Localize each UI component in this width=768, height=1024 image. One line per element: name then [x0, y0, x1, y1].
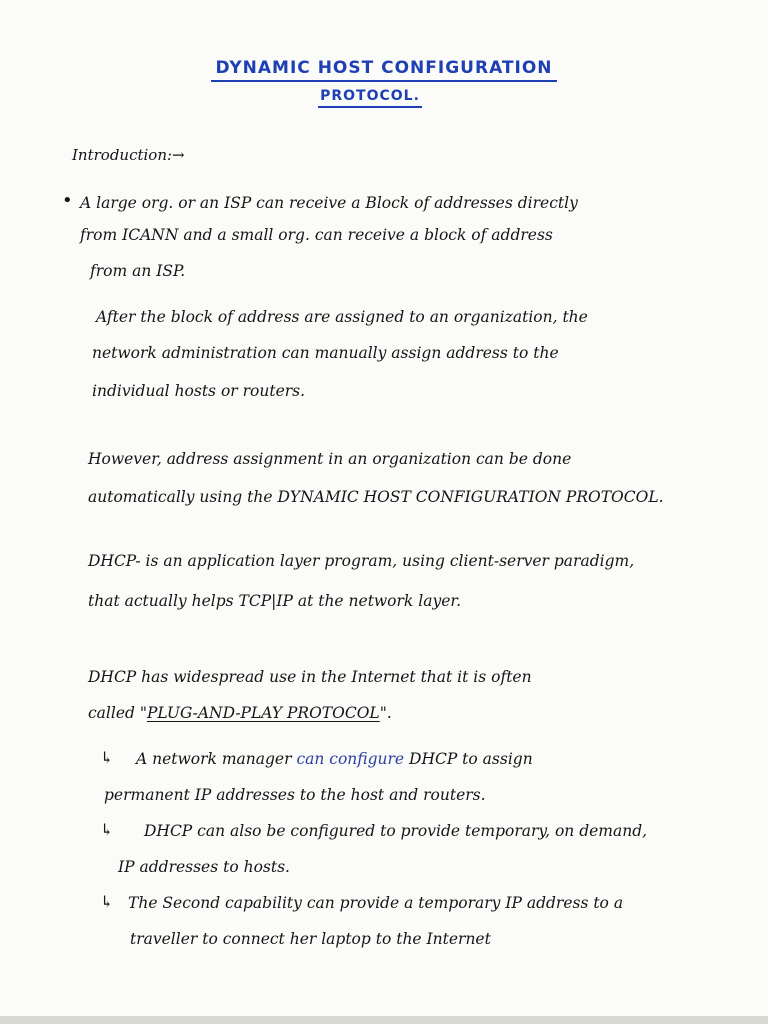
para5-suffix: ". — [379, 704, 392, 722]
arrow1-text-c: DHCP to assign — [404, 750, 533, 768]
para3-line-1: However, address assignment in an organization can be done — [88, 450, 572, 468]
para5-line-2 — [88, 704, 392, 722]
para4-line-2: that actually helps TCP|IP at the network layer. — [88, 592, 462, 610]
arrow2-line-2: IP addresses to hosts. — [118, 858, 290, 876]
bullet-dot-icon: • — [62, 190, 73, 211]
arrow1-line-2: permanent IP addresses to the host and routers. — [104, 786, 486, 804]
arrow1-line-1 — [136, 750, 533, 768]
arrow3-line-1: The Second capability can provide a temporary IP address to a — [128, 894, 624, 912]
bullet-para-line-1: A large org. or an ISP can receive a Block of addresses directly — [80, 194, 578, 212]
para4-line-1: DHCP- is an application layer program, using client-server paradigm, — [88, 552, 635, 570]
bullet-para-line-2: from ICANN and a small org. can receive a block of address — [80, 226, 553, 244]
para5-line-1: DHCP has widespread use in the Internet that it is often — [88, 668, 532, 686]
page-title — [0, 58, 768, 78]
bullet-para-line-3: from an ISP. — [90, 262, 186, 280]
intro-heading: Introduction:→ — [72, 146, 185, 164]
para2-line-2: network administration can manually assign address to the — [92, 344, 559, 362]
arrow1-text-blue: can configure — [296, 750, 405, 768]
page-bottom-edge — [0, 1016, 768, 1024]
plug-and-play-text: PLUG-AND-PLAY PROTOCOL — [147, 704, 380, 722]
para2-line-1: After the block of address are assigned to an organization, the — [96, 308, 588, 326]
para2-line-3: individual hosts or routers. — [92, 382, 306, 400]
arrow2-line-1: DHCP can also be configured to provide temporary, on demand, — [144, 822, 648, 840]
para3-line-2: automatically using the DYNAMIC HOST CONFIGURATION PROTOCOL. — [88, 488, 664, 506]
title-line-1: DYNAMIC HOST CONFIGURATION — [211, 58, 556, 82]
page-subtitle — [0, 88, 754, 104]
title-line-2: PROTOCOL. — [318, 88, 422, 108]
arrow-icon: ↳ — [100, 748, 114, 767]
para5-prefix: called " — [88, 704, 147, 722]
arrow1-text-a: A network manager — [136, 750, 297, 768]
arrow-icon: ↳ — [100, 892, 114, 911]
arrow3-line-2: traveller to connect her laptop to the Internet — [130, 930, 491, 948]
arrow-icon: ↳ — [100, 820, 114, 839]
